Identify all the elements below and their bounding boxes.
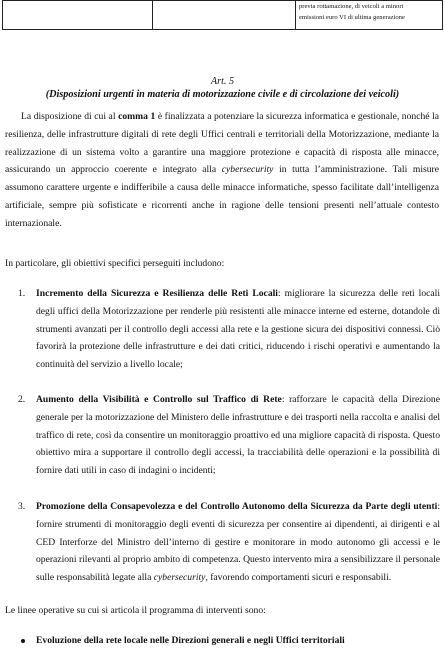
table-fragment (2, 0, 443, 30)
paragraph-intro (5, 108, 439, 233)
bullet-item (0, 632, 445, 649)
objective-italic: cybersecurity (153, 572, 206, 584)
objective-title: Promozione della Consapevolezza e del Controllo Autonomo della Sicurezza da Parte degli utenti (36, 501, 438, 512)
table-cell-line-1: previa rottamazione, di veicoli a minori (299, 3, 404, 10)
objective-title: Aumento della Visibilità e Controllo sul Traffico di Rete (36, 394, 282, 405)
objective-number: 2. (18, 394, 26, 405)
paragraph-objectives-intro: In particolare, gli obiettivi specifici perseguiti includono: (5, 258, 225, 269)
paragraph-intro-comma: comma 1 (118, 111, 156, 122)
objective-description-end: , favorendo comportamenti sicuri e responsabili. (205, 572, 392, 584)
objective-text (36, 285, 440, 374)
article-title: (Disposizioni urgenti in materia di motorizzazione civile e di circolazione dei veicoli) (45, 89, 400, 100)
objective-title: Incremento della Sicurezza e Resilienza delle Reti Locali (36, 288, 278, 299)
bullet-text: Evoluzione della rete locale nelle Direzioni generali e negli Uffici territoriali (36, 635, 345, 646)
paragraph-intro-t3: in tutta l’amministrazione. Tali misure assumono carattere urgente e indifferibile a causa delle minacce informatiche, spesso facilitate dall’intelligenza artificiale, sempre più sofisticate e ricorrenti anche in ragione delle tensioni presenti nell’attuale contesto internazionale. (5, 164, 439, 229)
table-cell-empty-2 (153, 1, 296, 30)
paragraph-operational-lines: Le linee operative su cui si articola il programma di interventi sono: (5, 605, 266, 616)
paragraph-intro-t2: è finalizzata a potenziare la sicurezza informatica e gestionale, nonché la resilienza, delle infrastrutture digitali di rete degli Uffici centrali e territoriali della Motorizzazione, mediante la realizzazione di un sistema volto a garantire una maggiore protezione e capacità di risposta alle minacce, assicurando un approccio coerente e integrato alla (5, 111, 440, 176)
paragraph-intro-cyber: cybersecurity (221, 164, 274, 176)
table-cell-empty-1 (3, 1, 153, 30)
objective-description: : migliorare la sicurezza delle reti locali degli uffici della Motorizzazione per renderle più resistenti alle minacce interne ed esterne, dotandole di strumenti avanzati per il controllo degli accessi alla rete e la gestione sicura dei dispositivi connessi. Ciò favorirà la protezione delle infrastrutture e dei dati critici, riducendo i rischi operativi e aumentando la continuità del servizio a livello locale; (36, 288, 440, 371)
objective-description: : rafforzare le capacità della Direzione generale per la motorizzazione del Ministero delle infrastrutture e dei trasporti nella raccolta e analisi del traffico di rete, così da consentire un monitoraggio proattivo ed una migliore capacità di risposta. Questo obiettivo mira a supportare il controllo degli accessi, la tracciabilità delle operazioni e la possibilità di fornire dati utili in caso di indagini o incidenti; (36, 394, 440, 477)
objective-text (36, 391, 440, 480)
objective-description: : fornire strumenti di monitoraggio degli eventi di sicurezza per consentire ai dipendenti, ai dirigenti e al CED Interforze del Ministro dell’interno di gestire e monitorare in modo autonomo gli accessi e le operazioni rilevanti al proprio ambito di competenza. Questo intervento mira a sensibilizzare il personale sulle responsabilità legate alla (36, 501, 440, 584)
objective-number: 1. (18, 288, 26, 299)
article-number: Art. 5 (210, 76, 235, 87)
objective-text (36, 498, 440, 587)
table-cell-line-2: emissioni euro VI di ultima generazione (299, 14, 405, 21)
paragraph-intro-t1: La disposizione di cui al (21, 111, 119, 122)
bullet-dot-icon (21, 639, 25, 643)
table-cell-text (296, 1, 443, 30)
objective-number: 3. (18, 501, 26, 512)
